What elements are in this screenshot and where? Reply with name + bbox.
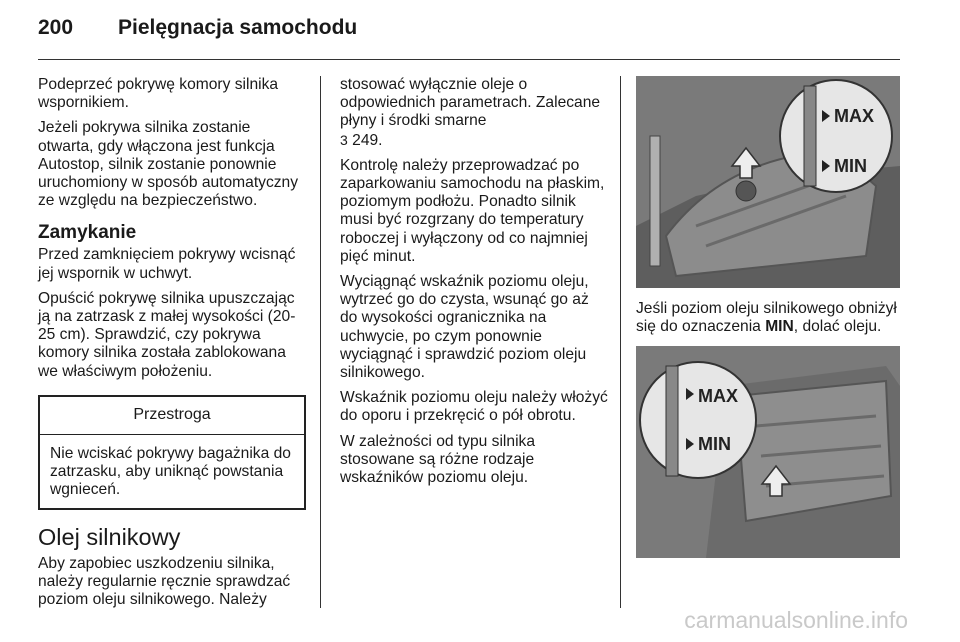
paragraph: Kontrolę należy przeprowadzać po zaparkowaniu samochodu na płaskim, poziomym podłożu. Ponadto silnik musi być rozgrzany do temperatury roboczej i wyłączony od co najmniej pięć minut. <box>340 156 605 265</box>
engine-dipstick-figure-1 <box>636 76 900 288</box>
min-mark: MIN <box>834 156 867 176</box>
max-mark: MAX <box>698 386 738 407</box>
column-divider <box>620 76 621 608</box>
caption-min: MIN <box>765 318 794 336</box>
column-3 <box>636 76 904 558</box>
page-header <box>38 16 357 46</box>
paragraph: Opuścić pokrywę silnika upuszczając ją na zatrzask z małej wysokości (20-25 cm). Sprawdzić, czy pokrywa komory silnika została zablokowana we właściwym położeniu. <box>38 289 296 380</box>
paragraph <box>340 76 608 150</box>
paragraph-text: stosować wyłącznie oleje o odpowiednich parametrach. Zalecane płyny i środki smarne <box>340 76 601 130</box>
paragraph: Przed zamknięciem pokrywy wcisnąć jej wspornik w uchwyt. <box>38 246 296 282</box>
page-number: 200 <box>38 16 74 39</box>
page-title: Pielęgnacja samochodu <box>118 16 358 39</box>
caution-text: Nie wciskać pokrywy bagażnika do zatrzasku, aby uniknąć powstania wgnieceń. <box>50 445 291 499</box>
watermark: carmanualsonline.info <box>684 607 908 633</box>
paragraph: W zależności od typu silnika stosowane są różne rodzaje wskaźników poziomu oleju. <box>340 432 536 487</box>
page-reference-symbol: 3 <box>340 131 348 148</box>
caution-box <box>38 395 306 510</box>
paragraph: Wskaźnik poziomu oleju należy włożyć do oporu i przekręcić o pół obrotu. <box>340 389 608 425</box>
engine-dipstick-figure-2 <box>636 346 900 558</box>
column-1 <box>38 76 306 616</box>
figure-caption <box>636 300 904 336</box>
header-divider <box>38 59 900 60</box>
page-reference[interactable]: 249. <box>352 131 383 149</box>
paragraph: Aby zapobiec uszkodzeniu silnika, należy regularnie ręcznie sprawdzać poziom oleju silnikowego. Należy <box>38 554 291 609</box>
engine-oil-heading: Olej silnikowy <box>38 523 181 550</box>
max-mark: MAX <box>834 106 874 126</box>
caption-text-end: , dolać oleju. <box>793 318 882 336</box>
paragraph: Jeżeli pokrywa silnika zostanie otwarta, gdy włączona jest funkcja Autostop, silnik zostanie ponownie uruchomiony w sposób automatyczny ze względu na bezpieczeństwo. <box>38 119 299 210</box>
paragraph: Wyciągnąć wskaźnik poziomu oleju, wytrzeć go do czysta, wsunąć go aż do wysokości ogranicznika na uchwycie, po czym ponownie wyciągnąć i sprawdzić poziom oleju silnikowego. <box>340 273 589 382</box>
column-divider <box>320 76 321 608</box>
min-mark: MIN <box>698 434 731 455</box>
caption-text: Jeśli poziom oleju silnikowego obniżył się do oznaczenia <box>636 300 897 336</box>
column-2 <box>340 76 608 494</box>
caution-title: Przestroga <box>40 397 304 435</box>
closing-heading: Zamykanie <box>38 222 137 244</box>
paragraph: Podeprzeć pokrywę komory silnika wspornikiem. <box>38 76 279 112</box>
